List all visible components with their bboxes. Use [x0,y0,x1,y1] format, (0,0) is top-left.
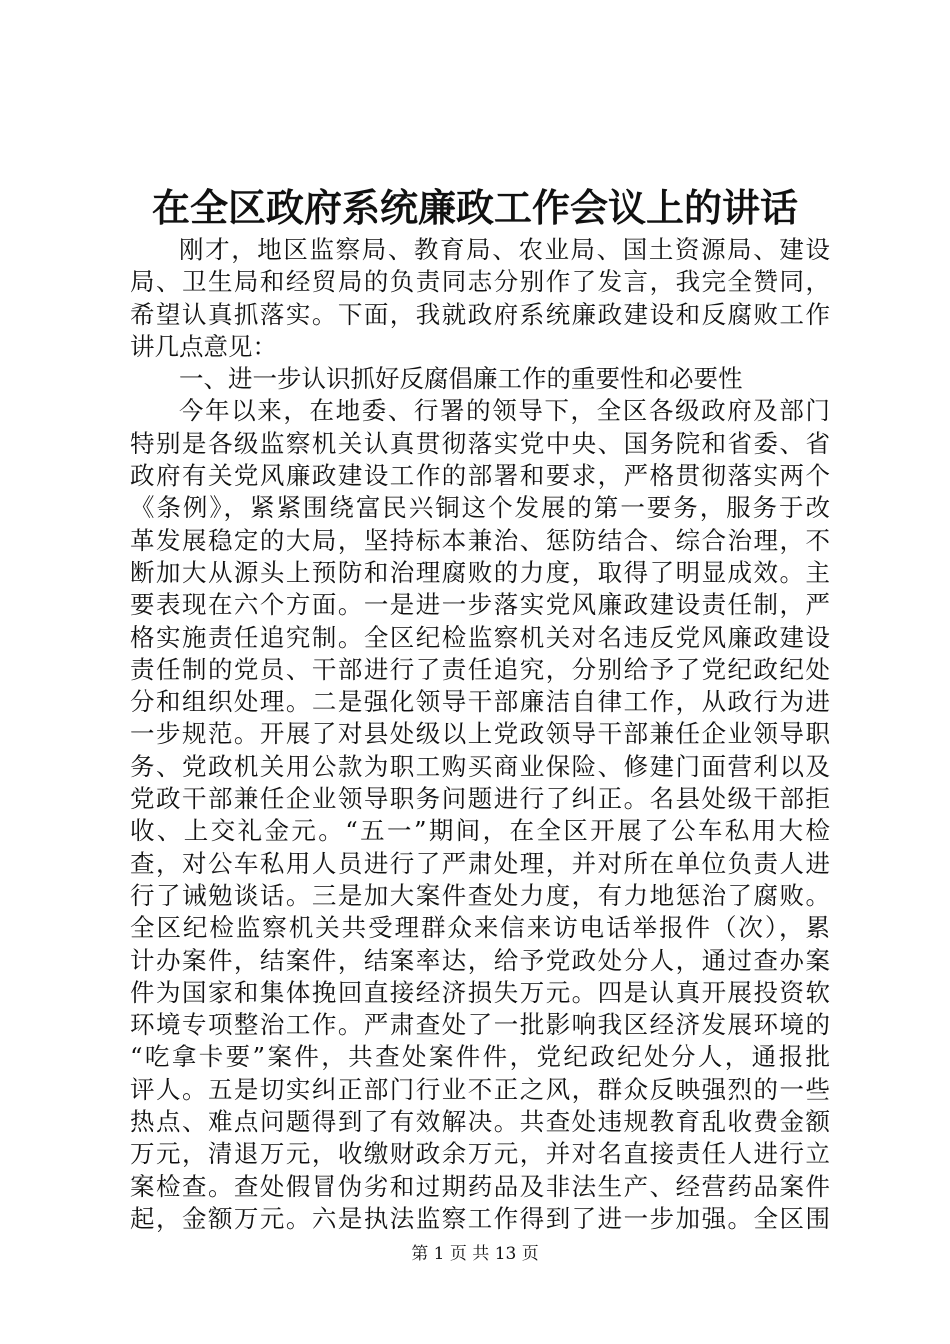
text-line: 政府有关党风廉政建设工作的部署和要求，严格贯彻落实两个 [130,461,830,491]
text-line: 责任制的党员、干部进行了责任追究，分别给予了党纪政纪处 [130,654,830,684]
text-line: 刚才，地区监察局、教育局、农业局、国土资源局、建设 [179,235,830,264]
text-line: 收、上交礼金元。“五一”期间，在全区开展了公车私用大检 [130,816,830,846]
text-line: “吃拿卡要”案件，共查处案件件，党纪政纪处分人，通报批 [130,1042,830,1072]
text-line: 格实施责任追究制。全区纪检监察机关对名违反党风廉政建设 [130,622,830,652]
text-line: 务、党政机关用公款为职工购买商业保险、修建门面营利以及 [130,751,830,781]
document-body [130,234,830,1235]
text-line: 今年以来，在地委、行署的领导下，全区各级政府及部门 [179,396,830,426]
text-line: 万元，清退万元，收缴财政余万元，并对名直接责任人进行立 [130,1139,830,1169]
text-line: 件为国家和集体挽回直接经济损失万元。四是认真开展投资软 [130,977,830,1007]
section-heading: 一、进一步认识抓好反腐倡廉工作的重要性和必要性 [179,364,743,394]
text-line: 《条例》，紧紧围绕富民兴铜这个发展的第一要务，服务于改 [130,493,830,523]
text-line: 案检查。查处假冒伪劣和过期药品及非法生产、经营药品案件 [130,1171,830,1201]
text-line: 行了诫勉谈话。三是加大案件查处力度，有力地惩治了腐败。 [130,880,830,910]
text-line: 讲几点意见： [130,331,277,361]
text-line: 特别是各级监察机关认真贯彻落实党中央、国务院和省委、省 [130,428,830,458]
text-line: 起，金额万元。六是执法监察工作得到了进一步加强。全区围 [130,1203,830,1233]
text-line: 全区纪检监察机关共受理群众来信来访电话举报件（次），累 [130,913,830,943]
text-line: 环境专项整治工作。严肃查处了一批影响我区经济发展环境的 [130,1010,830,1040]
text-line: 计办案件，结案件，结案率达，给予党政处分人，通过查办案 [130,945,830,975]
text-line: 评人。五是切实纠正部门行业不正之风，群众反映强烈的一些 [130,1074,830,1104]
page-number-footer: 第 1 页 共 13 页 [411,1244,539,1264]
text-line: 希望认真抓落实。下面，我就政府系统廉政建设和反腐败工作 [130,299,830,329]
text-line: 热点、难点问题得到了有效解决。共查处违规教育乱收费金额 [130,1107,830,1137]
text-line: 一步规范。开展了对县处级以上党政领导干部兼任企业领导职 [130,719,830,749]
text-line: 局、卫生局和经贸局的负责同志分别作了发言，我完全赞同， [130,267,830,297]
text-line: 要表现在六个方面。一是进一步落实党风廉政建设责任制，严 [130,590,830,620]
text-line: 党政干部兼任企业领导职务问题进行了纠正。名县处级干部拒 [130,784,830,814]
text-line: 分和组织处理。二是强化领导干部廉洁自律工作，从政行为进 [130,687,830,717]
document-title: 在全区政府系统廉政工作会议上的讲话 [151,185,798,230]
text-line: 查，对公车私用人员进行了严肃处理，并对所在单位负责人进 [130,848,830,878]
text-line: 革发展稳定的大局，坚持标本兼治、惩防结合、综合治理，不 [130,525,830,555]
text-line: 断加大从源头上预防和治理腐败的力度，取得了明显成效。主 [130,557,830,587]
